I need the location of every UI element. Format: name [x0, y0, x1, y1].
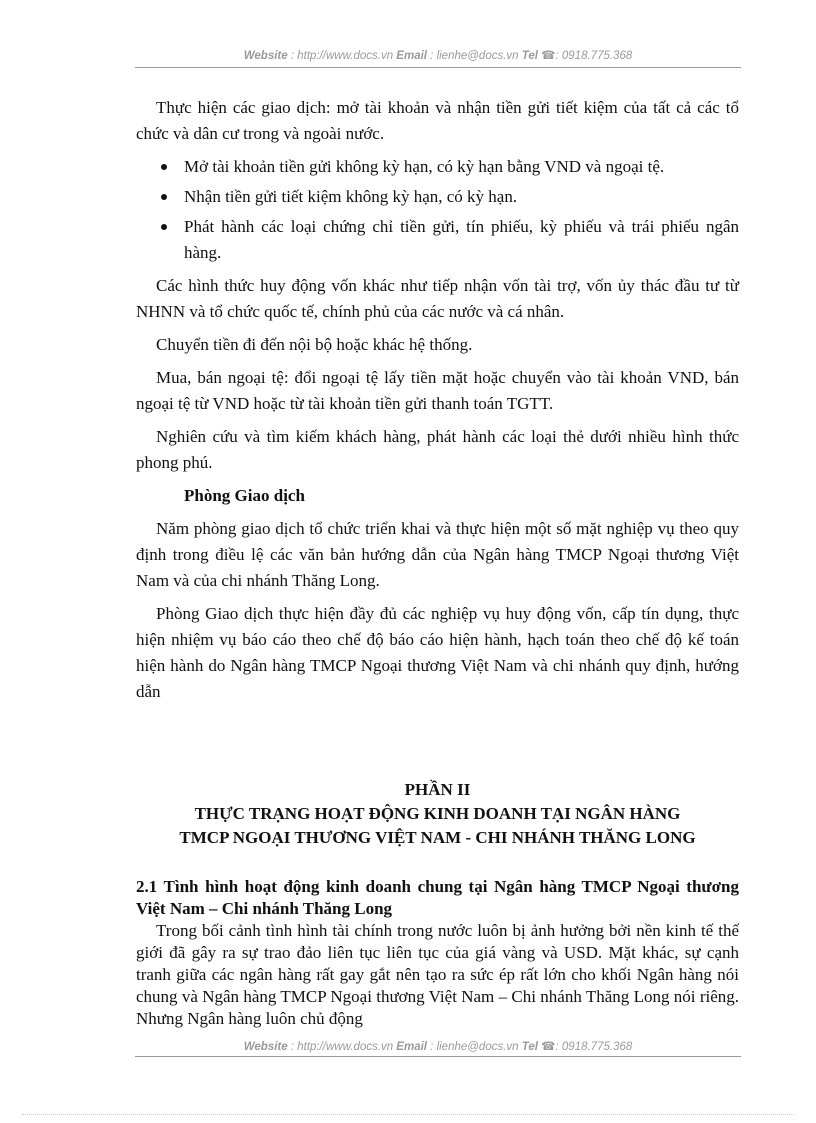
paragraph-deposit-services: Thực hiện các giao dịch: mở tài khoản và nhận tiền gửi tiết kiệm của tất cả các tổ chức và dân cư trong và ngoài nước.: [136, 98, 739, 143]
website-label: Website: [243, 50, 288, 62]
document-body: [136, 95, 739, 1030]
bullet-icon: [161, 194, 167, 200]
list-item-text: Nhận tiền gửi tiết kiệm không kỳ hạn, có kỳ hạn.: [184, 187, 518, 206]
part-label: PHẦN II: [404, 780, 471, 799]
email-label: Email: [396, 50, 427, 62]
paragraph-transaction-duties: Phòng Giao dịch thực hiện đầy đủ các nghiệp vụ huy động vốn, cấp tín dụng, thực hiện nhiệm vụ báo cáo theo chế độ báo cáo hiện hành, hạch toán theo chế độ kế toán hiện hành do Ngân hàng TMCP Ngoại thương Việt Nam và chi nhánh quy định, hướng dẫn: [136, 604, 739, 701]
phone-icon: ☎: [541, 1041, 556, 1053]
website-value: : http://www.docs.vn: [287, 1041, 397, 1053]
tel-value: : 0918.775.368: [555, 50, 633, 62]
list-item-text: Mở tài khoản tiền gửi không kỳ hạn, có kỳ hạn bằng VND và ngoại tệ.: [184, 157, 665, 176]
email-value: : lienhe@docs.vn: [426, 50, 522, 62]
page-edge-divider: [22, 1114, 794, 1115]
tel-label: Tel: [521, 50, 538, 62]
list-item: [136, 154, 739, 180]
bullet-icon: [161, 164, 167, 170]
website-label: Website: [243, 1041, 288, 1053]
page-header: [135, 48, 741, 62]
part-heading: [136, 778, 739, 850]
paragraph-customer-research: Nghiên cứu và tìm kiếm khách hàng, phát hành các loại thẻ dưới nhiều hình thức phong phú.: [136, 427, 739, 472]
footer-divider: [135, 1056, 741, 1057]
section-title: 2.1 Tình hình hoạt động kinh doanh chung tại Ngân hàng TMCP Ngoại thương Việt Nam – Chi nhánh Thăng Long: [136, 877, 739, 918]
part-title-line-2: TMCP NGOẠI THƯƠNG VIỆT NAM - CHI NHÁNH THĂNG LONG: [179, 828, 696, 847]
tel-label: Tel: [521, 1041, 538, 1053]
page-footer: [135, 1039, 741, 1053]
section-paragraph: Trong bối cảnh tình hình tài chính trong nước luôn bị ảnh hưởng bởi nền kinh tế thế giới đã gây ra sự trao đảo liên tục liên tục của giá vàng và USD. Mặt khác, sự cạnh tranh giữa các ngân hàng rất gay gắt nên tạo ra sức ép rất lớn cho khối Ngân hàng nói chung và Ngân hàng TMCP Ngoại thương Việt Nam – Chi nhánh Thăng Long nói riêng. Nhưng Ngân hàng luôn chủ động: [136, 921, 739, 1028]
bullet-icon: [161, 224, 167, 230]
email-label: Email: [396, 1041, 427, 1053]
paragraph-foreign-exchange: Mua, bán ngoại tệ: đổi ngoại tệ lấy tiền mặt hoặc chuyển vào tài khoản VND, bán ngoại tệ từ VND hoặc từ tài khoản tiền gửi thanh toán TGTT.: [136, 368, 739, 413]
list-item-text: Phát hành các loại chứng chỉ tiền gửi, tín phiếu, kỳ phiếu và trái phiếu ngân hàng.: [184, 217, 739, 262]
bullet-list: [136, 154, 739, 266]
tel-value: : 0918.775.368: [555, 1041, 633, 1053]
list-item: [136, 184, 739, 210]
subheading-transaction-office: Phòng Giao dịch: [184, 486, 305, 505]
paragraph-capital-mobilization: Các hình thức huy động vốn khác như tiếp nhận vốn tài trợ, vốn ủy thác đầu tư từ NHNN và tổ chức quốc tế, chính phủ của các nước và cá nhân.: [136, 276, 739, 321]
paragraph-money-transfer: Chuyển tiền đi đến nội bộ hoặc khác hệ thống.: [156, 335, 473, 354]
paragraph-transaction-offices: Năm phòng giao dịch tổ chức triển khai và thực hiện một số mặt nghiệp vụ theo quy định trong điều lệ các văn bản hướng dẫn của Ngân hàng TMCP Ngoại thương Việt Nam và của chi nhánh Thăng Long.: [136, 519, 739, 590]
list-item: [136, 214, 739, 266]
header-divider: [135, 67, 741, 68]
phone-icon: ☎: [541, 50, 556, 62]
part-title-line-1: THỰC TRẠNG HOẠT ĐỘNG KINH DOANH TẠI NGÂN HÀNG: [194, 804, 681, 823]
email-value: : lienhe@docs.vn: [426, 1041, 522, 1053]
website-value: : http://www.docs.vn: [287, 50, 397, 62]
